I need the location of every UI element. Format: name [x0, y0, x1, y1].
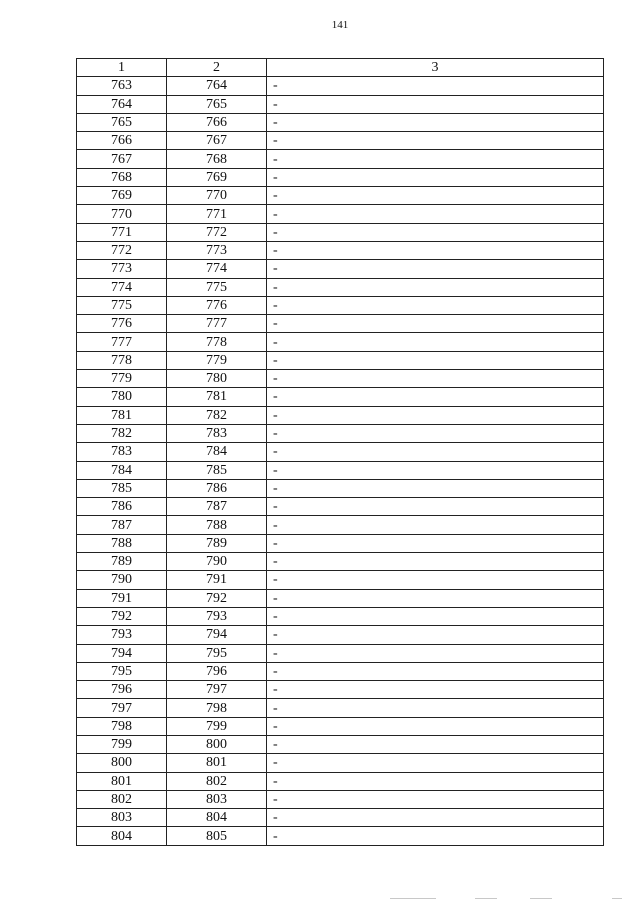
cell-col-1: 786 [77, 498, 167, 516]
cell-col-1: 783 [77, 443, 167, 461]
cell-col-1: 804 [77, 827, 167, 845]
cell-col-2: 777 [167, 315, 267, 333]
cell-col-3: - [267, 699, 604, 717]
table-row [77, 699, 604, 717]
cell-col-3: - [267, 662, 604, 680]
cell-col-3: - [267, 809, 604, 827]
table-row [77, 498, 604, 516]
cell-col-2: 776 [167, 296, 267, 314]
table-row [77, 113, 604, 131]
cell-col-1: 781 [77, 406, 167, 424]
cell-col-1: 796 [77, 681, 167, 699]
cell-col-2: 793 [167, 607, 267, 625]
cell-col-2: 775 [167, 278, 267, 296]
cell-col-2: 798 [167, 699, 267, 717]
cell-col-1: 780 [77, 388, 167, 406]
cell-col-3: - [267, 479, 604, 497]
cell-col-1: 769 [77, 187, 167, 205]
table-header-row [77, 59, 604, 77]
cell-col-2: 801 [167, 754, 267, 772]
cell-col-3: - [267, 333, 604, 351]
table-row [77, 150, 604, 168]
table-row [77, 223, 604, 241]
table-row [77, 278, 604, 296]
table-row [77, 406, 604, 424]
table-row [77, 571, 604, 589]
cell-col-3: - [267, 553, 604, 571]
cell-col-2: 794 [167, 626, 267, 644]
cell-col-2: 780 [167, 370, 267, 388]
table-row [77, 296, 604, 314]
cell-col-3: - [267, 571, 604, 589]
cell-col-3: - [267, 223, 604, 241]
cell-col-1: 791 [77, 589, 167, 607]
table-row [77, 205, 604, 223]
column-header-3: 3 [267, 59, 604, 77]
cell-col-2: 779 [167, 351, 267, 369]
table-row [77, 681, 604, 699]
table-row [77, 790, 604, 808]
cell-col-2: 773 [167, 241, 267, 259]
cell-col-2: 781 [167, 388, 267, 406]
table-row [77, 370, 604, 388]
cell-col-3: - [267, 443, 604, 461]
cell-col-1: 766 [77, 132, 167, 150]
table-row [77, 187, 604, 205]
cell-col-3: - [267, 278, 604, 296]
cell-col-2: 790 [167, 553, 267, 571]
table-row [77, 77, 604, 95]
table-row [77, 589, 604, 607]
cell-col-2: 787 [167, 498, 267, 516]
table-row [77, 241, 604, 259]
cell-col-2: 786 [167, 479, 267, 497]
cell-col-2: 782 [167, 406, 267, 424]
cell-col-2: 803 [167, 790, 267, 808]
cell-col-2: 788 [167, 516, 267, 534]
cell-col-3: - [267, 241, 604, 259]
table-row [77, 315, 604, 333]
column-header-1: 1 [77, 59, 167, 77]
cell-col-3: - [267, 589, 604, 607]
table-row [77, 260, 604, 278]
scan-artifact-marks [380, 898, 630, 901]
cell-col-2: 800 [167, 735, 267, 753]
cell-col-2: 783 [167, 424, 267, 442]
cell-col-1: 778 [77, 351, 167, 369]
cell-col-1: 763 [77, 77, 167, 95]
cell-col-3: - [267, 187, 604, 205]
table-row [77, 644, 604, 662]
table-row [77, 351, 604, 369]
cell-col-2: 785 [167, 461, 267, 479]
cell-col-2: 771 [167, 205, 267, 223]
cell-col-3: - [267, 498, 604, 516]
cell-col-3: - [267, 132, 604, 150]
cell-col-1: 801 [77, 772, 167, 790]
cell-col-2: 772 [167, 223, 267, 241]
cell-col-3: - [267, 296, 604, 314]
cell-col-1: 764 [77, 95, 167, 113]
cell-col-3: - [267, 754, 604, 772]
table-row [77, 168, 604, 186]
data-table-container [76, 58, 604, 846]
cell-col-3: - [267, 406, 604, 424]
cell-col-1: 797 [77, 699, 167, 717]
table-row [77, 662, 604, 680]
cell-col-1: 773 [77, 260, 167, 278]
cell-col-3: - [267, 461, 604, 479]
cell-col-1: 768 [77, 168, 167, 186]
table-row [77, 461, 604, 479]
table-row [77, 388, 604, 406]
column-header-2: 2 [167, 59, 267, 77]
table-row [77, 443, 604, 461]
cell-col-3: - [267, 735, 604, 753]
cell-col-3: - [267, 77, 604, 95]
cell-col-1: 777 [77, 333, 167, 351]
cell-col-3: - [267, 607, 604, 625]
cell-col-3: - [267, 150, 604, 168]
cell-col-2: 791 [167, 571, 267, 589]
cell-col-2: 805 [167, 827, 267, 845]
data-table [76, 58, 604, 846]
cell-col-2: 799 [167, 717, 267, 735]
cell-col-1: 788 [77, 534, 167, 552]
table-row [77, 424, 604, 442]
table-header [77, 59, 604, 77]
cell-col-1: 803 [77, 809, 167, 827]
table-row [77, 95, 604, 113]
cell-col-3: - [267, 772, 604, 790]
table-row [77, 553, 604, 571]
cell-col-1: 802 [77, 790, 167, 808]
cell-col-2: 778 [167, 333, 267, 351]
cell-col-1: 771 [77, 223, 167, 241]
cell-col-2: 770 [167, 187, 267, 205]
cell-col-1: 775 [77, 296, 167, 314]
cell-col-1: 799 [77, 735, 167, 753]
table-row [77, 132, 604, 150]
cell-col-1: 772 [77, 241, 167, 259]
cell-col-1: 774 [77, 278, 167, 296]
table-row [77, 333, 604, 351]
cell-col-3: - [267, 315, 604, 333]
cell-col-3: - [267, 424, 604, 442]
cell-col-1: 782 [77, 424, 167, 442]
cell-col-3: - [267, 113, 604, 131]
cell-col-2: 764 [167, 77, 267, 95]
cell-col-3: - [267, 681, 604, 699]
cell-col-2: 768 [167, 150, 267, 168]
cell-col-2: 767 [167, 132, 267, 150]
table-body [77, 77, 604, 845]
table-row [77, 717, 604, 735]
table-row [77, 827, 604, 845]
cell-col-1: 770 [77, 205, 167, 223]
cell-col-1: 793 [77, 626, 167, 644]
table-row [77, 809, 604, 827]
cell-col-1: 787 [77, 516, 167, 534]
cell-col-2: 792 [167, 589, 267, 607]
cell-col-3: - [267, 370, 604, 388]
cell-col-3: - [267, 388, 604, 406]
cell-col-3: - [267, 95, 604, 113]
cell-col-2: 784 [167, 443, 267, 461]
table-row [77, 772, 604, 790]
cell-col-1: 792 [77, 607, 167, 625]
table-row [77, 735, 604, 753]
cell-col-1: 767 [77, 150, 167, 168]
table-row [77, 626, 604, 644]
cell-col-2: 766 [167, 113, 267, 131]
cell-col-3: - [267, 516, 604, 534]
cell-col-1: 794 [77, 644, 167, 662]
cell-col-2: 769 [167, 168, 267, 186]
cell-col-2: 795 [167, 644, 267, 662]
cell-col-1: 765 [77, 113, 167, 131]
cell-col-3: - [267, 717, 604, 735]
cell-col-1: 800 [77, 754, 167, 772]
cell-col-1: 789 [77, 553, 167, 571]
cell-col-2: 804 [167, 809, 267, 827]
page-number: 141 [331, 19, 349, 31]
cell-col-1: 790 [77, 571, 167, 589]
cell-col-3: - [267, 626, 604, 644]
cell-col-1: 779 [77, 370, 167, 388]
cell-col-3: - [267, 351, 604, 369]
cell-col-2: 774 [167, 260, 267, 278]
cell-col-3: - [267, 534, 604, 552]
cell-col-3: - [267, 790, 604, 808]
table-row [77, 754, 604, 772]
cell-col-3: - [267, 205, 604, 223]
cell-col-1: 798 [77, 717, 167, 735]
cell-col-2: 796 [167, 662, 267, 680]
cell-col-2: 789 [167, 534, 267, 552]
cell-col-2: 797 [167, 681, 267, 699]
cell-col-3: - [267, 168, 604, 186]
cell-col-1: 784 [77, 461, 167, 479]
table-row [77, 516, 604, 534]
cell-col-1: 785 [77, 479, 167, 497]
cell-col-3: - [267, 827, 604, 845]
cell-col-3: - [267, 644, 604, 662]
cell-col-1: 776 [77, 315, 167, 333]
table-row [77, 534, 604, 552]
cell-col-2: 802 [167, 772, 267, 790]
table-row [77, 479, 604, 497]
cell-col-3: - [267, 260, 604, 278]
table-row [77, 607, 604, 625]
cell-col-1: 795 [77, 662, 167, 680]
cell-col-2: 765 [167, 95, 267, 113]
